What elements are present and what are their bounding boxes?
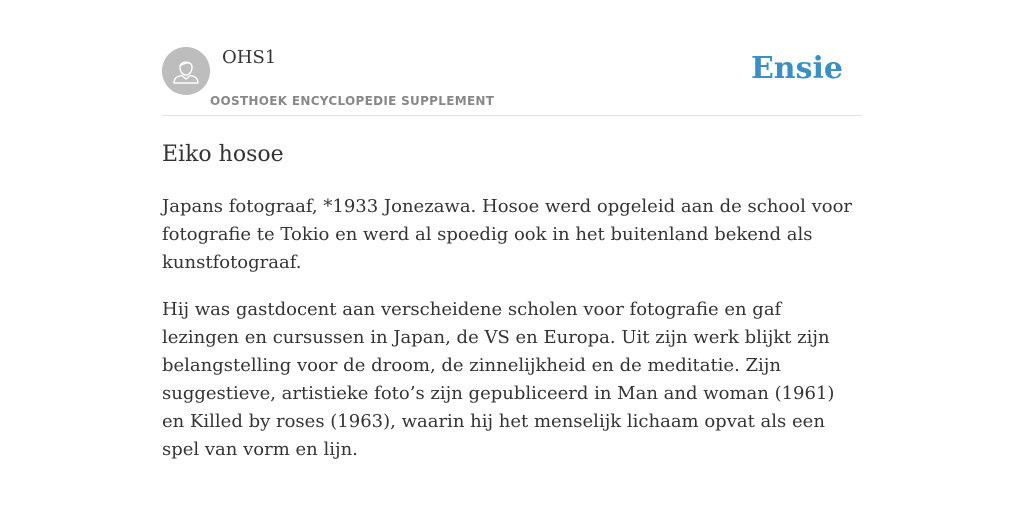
definition-card [162,40,862,464]
article-title: Eiko hosoe [162,142,284,167]
source-name[interactable]: OOSTHOEK ENCYCLOPEDIE SUPPLEMENT [210,94,495,108]
article-paragraph: Hij was gastdocent aan verscheidene scholen voor fotografie en gaf lezingen en cursussen in Japan, de VS en Europa. Uit zijn werk blijkt zijn belangstelling voor de droom, de zinnelijkheid en de meditatie. Zijn suggestieve, artistieke foto’s zijn gepubliceerd in Man and woman (1961) en Killed by roses (1963), waarin hij het menselijk lichaam opvat als een spel van vorm en lijn. [162,299,835,460]
article-paragraph: Japans fotograaf, *1933 Jonezawa. Hosoe werd opgeleid aan de school voor fotografie te Tokio en werd al spoedig ook in het buitenland bekend als kunstfotograaf. [162,196,853,273]
card-header [162,40,862,116]
user-icon [162,47,210,95]
user-name[interactable]: OHS1 [222,47,277,68]
article-body [162,193,862,464]
avatar[interactable] [162,47,210,95]
brand-logo[interactable]: Ensie [750,51,843,86]
